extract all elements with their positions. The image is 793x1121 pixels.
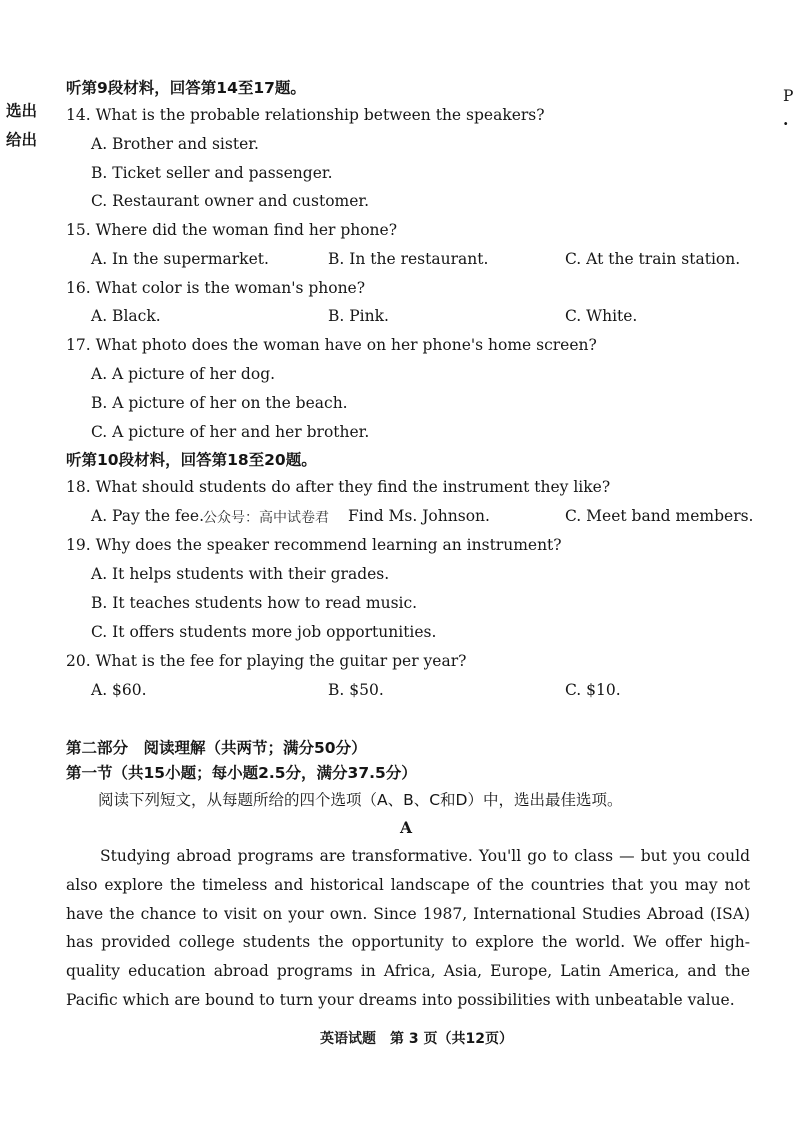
q15-option-c: C. At the train station.	[565, 250, 741, 268]
margin-fragment-right-1: P	[783, 87, 793, 105]
q18-option-c: C. Meet band members.	[565, 507, 754, 525]
reading-instructions: 阅读下列短文，从每题所给的四个选项（A、B、C和D）中，选出最佳选项。	[98, 791, 623, 809]
q14-option-a: A. Brother and sister.	[91, 135, 259, 153]
section10-title: 听第10段材料，回答第18至20题。	[66, 451, 317, 469]
q14-option-c: C. Restaurant owner and customer.	[91, 192, 370, 210]
passage-a-text: Studying abroad programs are transformative. You'll go to class — but you could also explore the timeless and historical landscape of the countries that you may not have the chance to visit on your own. Since 1987, International Studies Abroad (ISA) has provided college students the opportunity to explore the world. We offer high-quality education abroad programs in Africa, Asia, Europe, Latin America, and the Pacific which are bound to turn your dreams into possibilities with unbeatable value.	[66, 847, 750, 1009]
q19-option-a: A. It helps students with their grades.	[91, 565, 390, 583]
margin-fragment-2: 给出	[6, 131, 38, 149]
q20-option-a: A. $60.	[91, 681, 147, 699]
section1-title: 第一节（共15小题；每小题2.5分，满分37.5分）	[66, 764, 417, 782]
q14-stem: 14. What is the probable relationship between the speakers?	[66, 106, 545, 124]
q19-stem: 19. Why does the speaker recommend learning an instrument?	[66, 536, 562, 554]
watermark-text: 公众号：高中试卷君	[203, 510, 329, 526]
q15-option-b: B. In the restaurant.	[328, 250, 489, 268]
q16-option-b: B. Pink.	[328, 307, 389, 325]
margin-fragment-1: 选出	[6, 102, 38, 120]
q17-option-b: B. A picture of her on the beach.	[91, 394, 348, 412]
q17-stem: 17. What photo does the woman have on her phone's home screen?	[66, 336, 597, 354]
part2-title: 第二部分 阅读理解（共两节；满分50分）	[66, 739, 367, 757]
q20-stem: 20. What is the fee for playing the guitar per year?	[66, 652, 467, 670]
q15-stem: 15. Where did the woman find her phone?	[66, 221, 398, 239]
section9-title: 听第9段材料，回答第14至17题。	[66, 79, 306, 97]
q19-option-c: C. It offers students more job opportunities.	[91, 623, 437, 641]
q19-option-b: B. It teaches students how to read music.	[91, 594, 418, 612]
q17-option-a: A. A picture of her dog.	[91, 365, 276, 383]
q20-option-c: C. $10.	[565, 681, 621, 699]
q17-option-c: C. A picture of her and her brother.	[91, 423, 370, 441]
q16-stem: 16. What color is the woman's phone?	[66, 279, 366, 297]
q18-option-a: A. Pay the fee.	[91, 507, 205, 525]
q16-option-c: C. White.	[565, 307, 638, 325]
passage-letter: A	[400, 818, 413, 837]
q18-stem: 18. What should students do after they find the instrument they like?	[66, 478, 611, 496]
q14-option-b: B. Ticket seller and passenger.	[91, 164, 333, 182]
page-footer: 英语试题 第 3 页（共12页）	[320, 1031, 513, 1047]
q18-option-b: Find Ms. Johnson.	[348, 507, 490, 525]
q16-option-a: A. Black.	[91, 307, 161, 325]
margin-fragment-right-2: ·	[783, 114, 789, 133]
q15-option-a: A. In the supermarket.	[91, 250, 269, 268]
q20-option-b: B. $50.	[328, 681, 384, 699]
